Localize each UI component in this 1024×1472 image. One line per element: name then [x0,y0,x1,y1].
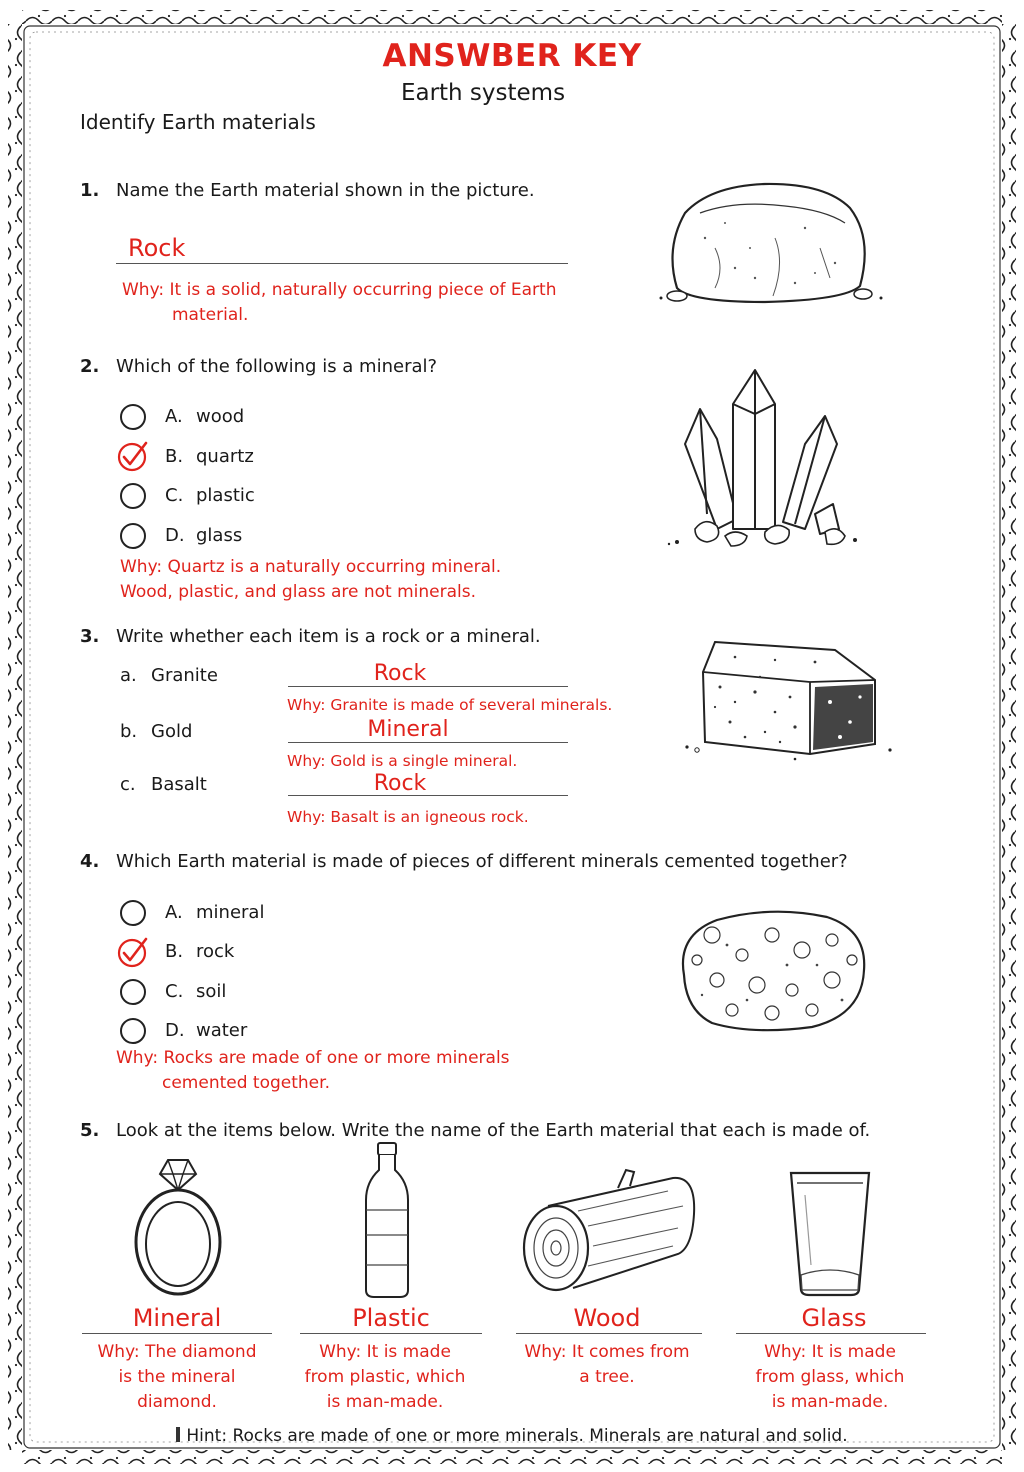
q5-item-bottle-why [285,1340,485,1415]
q2-option-c-label: plastic [196,485,255,506]
q4-option-c-label: soil [196,981,227,1002]
q4-option-b-letter: B. [165,941,184,962]
q2-why-line2: Wood, plastic, and glass are not minerals. [120,582,477,602]
q1-answer-line [116,263,568,264]
q5-item-glass-why-line1: Why: It is made [764,1342,896,1362]
q2-option-b-checked-radio[interactable] [117,440,151,472]
q4-option-d-letter: D. [165,1020,185,1041]
q5-item-glass-why-line2: from glass, which [755,1367,905,1387]
hint-text: Hint: Rocks are made of one or more minerals. Minerals are natural and solid. [186,1426,848,1446]
q2-text: Which of the following is a mineral? [116,356,438,377]
q4-option-b-label: rock [196,941,235,962]
q3-text: Write whether each item is a rock or a mineral. [116,626,541,647]
q5-item-log-line [516,1333,702,1334]
q5-text: Look at the items below. Write the name of the Earth material that each is made of. [116,1120,871,1141]
q2-option-d-letter: D. [165,525,185,546]
q2-number: 2. [80,356,100,377]
q5-item-ring-answer[interactable]: Mineral [132,1304,222,1332]
q4-number: 4. [80,851,100,872]
q2-option-a-label: wood [196,406,245,427]
q4-option-d-label: water [196,1020,248,1041]
q1-answer[interactable]: Rock [128,234,186,262]
quartz-crystal-icon [655,364,890,554]
hint-bar [0,1426,1024,1446]
q5-item-ring-why-line2: is the mineral [118,1367,236,1387]
q2-why-line1: Why: Quartz is a naturally occurring mineral. [120,557,502,577]
q3-item-a-why: Why: Granite is made of several minerals. [287,696,613,714]
q3-item-b-why: Why: Gold is a single mineral. [287,752,518,770]
q5-item-glass-why-line3: is man-made. [771,1392,889,1412]
q2-option-a-radio[interactable] [120,404,146,430]
q4-why-line1: Why: Rocks are made of one or more minerals [116,1048,510,1068]
q5-item-bottle-why-line2: from plastic, which [304,1367,466,1387]
q3-item-c-letter: c. [120,774,136,795]
q4-option-b-checked-radio[interactable] [117,936,151,968]
glass-cup-icon [785,1165,875,1300]
q4-option-d-radio[interactable] [120,1018,146,1044]
q4-option-a-label: mineral [196,902,265,923]
q3-item-a-letter: a. [120,665,137,686]
q5-item-bottle-line [300,1333,482,1334]
q5-item-log-why-line2: a tree. [579,1367,635,1387]
q5-item-bottle-why-line1: Why: It is made [319,1342,451,1362]
q3-item-c-line [288,795,568,796]
log-icon [518,1166,698,1296]
page-title: ANSWBER KEY [382,38,642,74]
worksheet-topic: Identify Earth materials [80,110,316,134]
q5-item-ring-why [82,1340,272,1415]
q2-option-d-radio[interactable] [120,523,146,549]
q5-number: 5. [80,1120,100,1141]
q3-item-b-letter: b. [120,721,138,742]
q2-option-b-label: quartz [196,446,254,467]
q3-item-c-why: Why: Basalt is an igneous rock. [287,808,529,826]
q1-number: 1. [80,180,100,201]
q5-item-bottle-answer[interactable]: Plastic [352,1304,430,1332]
q5-item-ring-line [82,1333,272,1334]
q3-item-a-answer[interactable]: Rock [373,661,427,686]
rock-icon [655,178,890,308]
q2-option-a-letter: A. [165,406,183,427]
q5-item-glass-answer[interactable]: Glass [801,1304,867,1332]
q1-text: Name the Earth material shown in the picture. [116,180,535,201]
q3-item-b-name: Gold [151,721,193,742]
q5-item-log-why-line1: Why: It comes from [524,1342,690,1362]
q4-option-c-letter: C. [165,981,184,1002]
conglomerate-rock-icon [672,905,872,1035]
q3-item-a-line [288,686,568,687]
q5-item-glass-line [736,1333,926,1334]
q3-item-b-answer[interactable]: Mineral [367,717,449,742]
hint-marker-icon [176,1427,180,1442]
q5-item-ring-why-line3: diamond. [137,1392,217,1412]
q4-text: Which Earth material is made of pieces of different minerals cemented together? [116,851,848,872]
q2-option-c-radio[interactable] [120,483,146,509]
q5-item-log-why [508,1340,706,1390]
granite-block-icon [675,632,900,762]
q5-item-ring-why-line1: Why: The diamond [97,1342,257,1362]
q5-item-glass-why [730,1340,930,1415]
q4-option-a-radio[interactable] [120,900,146,926]
q5-item-log-answer[interactable]: Wood [573,1304,641,1332]
q2-option-b-letter: B. [165,446,184,467]
q2-option-c-letter: C. [165,485,184,506]
page-subtitle: Earth systems [400,80,566,106]
ring-icon [128,1152,228,1297]
q4-why-line2: cemented together. [162,1073,330,1093]
q4-option-c-radio[interactable] [120,979,146,1005]
q3-item-c-name: Basalt [151,774,207,795]
q5-item-bottle-why-line3: is man-made. [326,1392,444,1412]
q2-option-d-label: glass [196,525,243,546]
q3-item-c-answer[interactable]: Rock [373,771,427,796]
q3-item-a-name: Granite [151,665,218,686]
q4-option-a-letter: A. [165,902,183,923]
q1-why-line1: Why: It is a solid, naturally occurring piece of Earth [122,280,557,300]
q1-why-line2: material. [172,305,249,325]
q3-item-b-line [288,742,568,743]
q3-number: 3. [80,626,100,647]
bottle-icon [362,1140,412,1300]
